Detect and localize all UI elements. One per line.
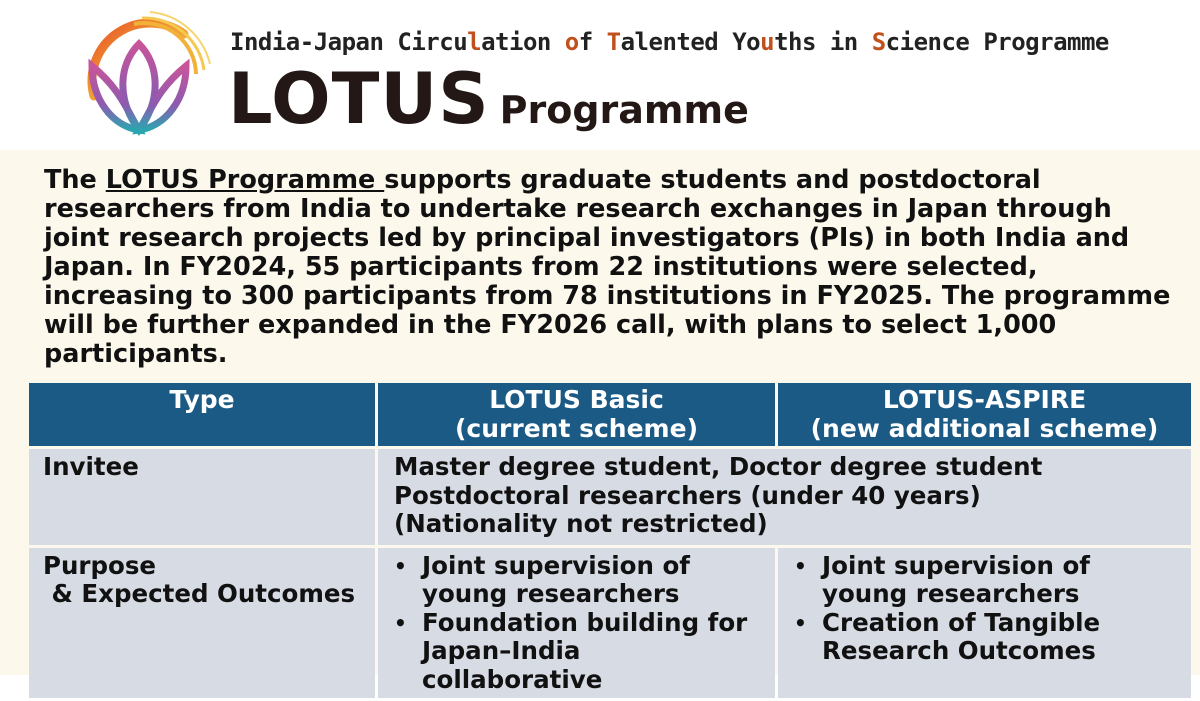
- comparison-table: [26, 380, 1194, 701]
- lotus-logo-icon: [64, 4, 214, 144]
- brand-title: [228, 58, 749, 140]
- table-row: [29, 449, 1191, 545]
- lotus-programme-link[interactable]: LOTUS Programme: [105, 165, 385, 195]
- purpose-basic: [378, 548, 775, 699]
- list-item: • Creation of Tangible Research Outcomes: [794, 607, 1101, 665]
- header-lotus-basic: LOTUS Basic (current scheme): [378, 383, 775, 446]
- table-row: [29, 548, 1191, 699]
- header-lotus-aspire: LOTUS-ASPIRE (new additional scheme): [778, 383, 1191, 446]
- table-header-row: [29, 383, 1191, 446]
- list-item: • Joint supervision of young researchers: [794, 550, 1090, 608]
- list-item: • Foundation building for Japan–India collaborative: [394, 607, 748, 694]
- invitee-label: Invitee: [29, 449, 375, 545]
- brand-sub: Programme: [499, 88, 749, 132]
- list-item: • Joint supervision of young researchers: [394, 550, 690, 608]
- header: [0, 0, 1200, 150]
- purpose-aspire: [778, 548, 1191, 699]
- intro-paragraph: The LOTUS Programme supports graduate students and postdoctoral researchers from India to undertake research exchanges in Japan through joint research projects led by principal investigators (PIs) in both India and Japan. In FY2024, 55 participants from 22 institutions were selected, increasing to 300 participants from 78 institutions in FY2025. The programme will be further expanded in the FY2026 call, with plans to select 1,000 participants.: [44, 165, 1171, 369]
- purpose-label: Purpose & Expected Outcomes: [29, 548, 375, 699]
- header-type: Type: [29, 383, 375, 446]
- programme-tagline: India-Japan Circulation of Talented Youths in Science Programme: [230, 28, 1109, 56]
- invitee-value: Master degree student, Doctor degree student Postdoctoral researchers (under 40 years) (Nationality not restricted): [378, 449, 1191, 545]
- brand-main: LOTUS: [228, 58, 490, 140]
